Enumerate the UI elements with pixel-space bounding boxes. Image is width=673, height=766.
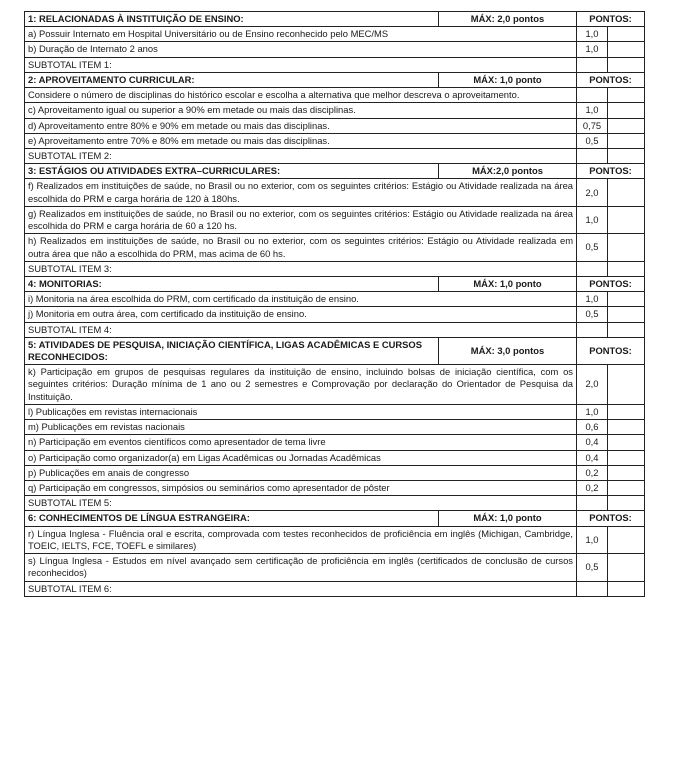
section-intro-row [25, 88, 645, 103]
score-cell [577, 148, 608, 163]
section-title: 3: ESTÁGIOS OU ATIVIDADES EXTRA–CURRICULARES: [25, 164, 439, 179]
criteria-row [25, 42, 645, 57]
section-title: 6: CONHECIMENTOS DE LÍNGUA ESTRANGEIRA: [25, 511, 439, 526]
subtotal-label: SUBTOTAL ITEM 4: [25, 322, 577, 337]
criteria-score: 0,5 [577, 133, 608, 148]
criteria-row [25, 554, 645, 581]
points-header: PONTOS: [577, 72, 645, 87]
points-entry-cell [608, 234, 645, 261]
subtotal-entry-cell [608, 581, 645, 596]
criteria-text: o) Participação como organizador(a) em Ligas Acadêmicas ou Jornadas Acadêmicas [25, 450, 577, 465]
points-entry-cell [608, 42, 645, 57]
criteria-score: 1,0 [577, 292, 608, 307]
points-entry-cell [608, 179, 645, 206]
criteria-score: 0,5 [577, 554, 608, 581]
section-max-points: MÁX: 2,0 pontos [439, 12, 577, 27]
points-header: PONTOS: [577, 511, 645, 526]
subtotal-entry-cell [608, 261, 645, 276]
section-max-points: MÁX: 1,0 ponto [439, 511, 577, 526]
section-header-row [25, 511, 645, 526]
criteria-text: m) Publicações em revistas nacionais [25, 420, 577, 435]
criteria-row [25, 234, 645, 261]
subtotal-entry-cell [608, 148, 645, 163]
points-entry-cell [608, 133, 645, 148]
section-title: 1: RELACIONADAS À INSTITUIÇÃO DE ENSINO: [25, 12, 439, 27]
points-entry-cell [608, 307, 645, 322]
points-header: PONTOS: [577, 337, 645, 364]
criteria-text: j) Monitoria em outra área, com certificado da instituição de ensino. [25, 307, 577, 322]
criteria-row [25, 420, 645, 435]
section-header-row [25, 12, 645, 27]
criteria-score: 0,2 [577, 481, 608, 496]
criteria-row [25, 481, 645, 496]
points-entry-cell [608, 465, 645, 480]
score-cell [577, 581, 608, 596]
section-header-row [25, 72, 645, 87]
criteria-score: 0,5 [577, 307, 608, 322]
criteria-row [25, 404, 645, 419]
criteria-score: 0,4 [577, 435, 608, 450]
points-entry-cell [608, 435, 645, 450]
points-header: PONTOS: [577, 12, 645, 27]
criteria-text: f) Realizados em instituições de saúde, no Brasil ou no exterior, com os seguintes critérios: Estágio ou Atividade realizada na área escolhida do PRM e carga horária de 120 à 180hs. [25, 179, 577, 206]
section-header-row [25, 164, 645, 179]
criteria-text: a) Possuir Internato em Hospital Universitário ou de Ensino reconhecido pelo MEC/MS [25, 27, 577, 42]
points-header: PONTOS: [577, 276, 645, 291]
subtotal-label: SUBTOTAL ITEM 5: [25, 496, 577, 511]
points-entry-cell [608, 420, 645, 435]
criteria-row [25, 133, 645, 148]
criteria-score: 0,75 [577, 118, 608, 133]
points-entry-cell [608, 554, 645, 581]
criteria-score: 1,0 [577, 404, 608, 419]
subtotal-row [25, 148, 645, 163]
criteria-row [25, 526, 645, 553]
points-entry-cell [608, 292, 645, 307]
section-title: 4: MONITORIAS: [25, 276, 439, 291]
points-entry-cell [608, 88, 645, 103]
points-header: PONTOS: [577, 164, 645, 179]
section-max-points: MÁX: 1,0 ponto [439, 72, 577, 87]
criteria-row [25, 103, 645, 118]
subtotal-entry-cell [608, 496, 645, 511]
criteria-text: r) Língua Inglesa - Fluência oral e escrita, comprovada com testes reconhecidos de proficiência em inglês (Michigan, Cambridge, TOEIC, IELTS, FCE, TOEFL e similares) [25, 526, 577, 553]
criteria-text: i) Monitoria na área escolhida do PRM, com certificado da instituição de ensino. [25, 292, 577, 307]
criteria-score: 0,4 [577, 450, 608, 465]
subtotal-label: SUBTOTAL ITEM 6: [25, 581, 577, 596]
subtotal-label: SUBTOTAL ITEM 3: [25, 261, 577, 276]
criteria-score: 0,6 [577, 420, 608, 435]
score-cell [577, 322, 608, 337]
score-table [24, 11, 645, 597]
criteria-text: p) Publicações em anais de congresso [25, 465, 577, 480]
score-cell [577, 57, 608, 72]
criteria-row [25, 292, 645, 307]
section-max-points: MÁX: 3,0 pontos [439, 337, 577, 364]
criteria-text: l) Publicações em revistas internacionais [25, 404, 577, 419]
criteria-score: 1,0 [577, 206, 608, 233]
points-entry-cell [608, 103, 645, 118]
criteria-row [25, 307, 645, 322]
criteria-text: h) Realizados em instituições de saúde, no Brasil ou no exterior, com os seguintes critérios: Estágio ou Atividade realizada em outra área que não a escolhida do PRM, mas acima de 60 hs. [25, 234, 577, 261]
points-entry-cell [608, 206, 645, 233]
score-table-body [25, 12, 645, 597]
criteria-row [25, 206, 645, 233]
points-entry-cell [608, 365, 645, 405]
criteria-score: 2,0 [577, 179, 608, 206]
subtotal-label: SUBTOTAL ITEM 1: [25, 57, 577, 72]
criteria-row [25, 118, 645, 133]
points-entry-cell [608, 526, 645, 553]
criteria-score: 0,5 [577, 234, 608, 261]
section-title: 5: ATIVIDADES DE PESQUISA, INICIAÇÃO CIENTÍFICA, LIGAS ACADÊMICAS E CURSOS RECONHECIDOS: [25, 337, 439, 364]
points-entry-cell [608, 27, 645, 42]
criteria-score: 2,0 [577, 365, 608, 405]
section-intro: Considere o número de disciplinas do histórico escolar e escolha a alternativa que melhor descreva o aproveitamento. [25, 88, 577, 103]
subtotal-row [25, 322, 645, 337]
criteria-text: d) Aproveitamento entre 80% e 90% em metade ou mais das disciplinas. [25, 118, 577, 133]
criteria-row [25, 365, 645, 405]
criteria-score: 1,0 [577, 42, 608, 57]
subtotal-entry-cell [608, 322, 645, 337]
points-entry-cell [608, 404, 645, 419]
points-entry-cell [608, 481, 645, 496]
section-header-row [25, 276, 645, 291]
criteria-score: 1,0 [577, 27, 608, 42]
criteria-score: 1,0 [577, 103, 608, 118]
subtotal-row [25, 57, 645, 72]
section-title: 2: APROVEITAMENTO CURRICULAR: [25, 72, 439, 87]
criteria-text: s) Língua Inglesa - Estudos em nível avançado sem certificação de proficiência em inglês (certificados de conclusão de cursos reconhecidos) [25, 554, 577, 581]
criteria-row [25, 179, 645, 206]
score-cell [577, 261, 608, 276]
subtotal-label: SUBTOTAL ITEM 2: [25, 148, 577, 163]
criteria-text: g) Realizados em instituições de saúde, no Brasil ou no exterior, com os seguintes critérios: Estágio ou Atividade realizada na área escolhida do PRM e carga horária de 60 a 120 hs. [25, 206, 577, 233]
criteria-text: q) Participação em congressos, simpósios ou seminários como apresentador de pôster [25, 481, 577, 496]
section-header-row [25, 337, 645, 364]
subtotal-row [25, 261, 645, 276]
subtotal-row [25, 496, 645, 511]
score-cell [577, 496, 608, 511]
criteria-score: 1,0 [577, 526, 608, 553]
subtotal-entry-cell [608, 57, 645, 72]
points-entry-cell [608, 118, 645, 133]
criteria-row [25, 27, 645, 42]
criteria-text: b) Duração de Internato 2 anos [25, 42, 577, 57]
criteria-row [25, 435, 645, 450]
subtotal-row [25, 581, 645, 596]
score-cell [577, 88, 608, 103]
criteria-text: k) Participação em grupos de pesquisas regulares da instituição de ensino, incluindo bolsas de iniciação científica, com os seguintes critérios: Duração mínima de 1 ano ou 2 semestres e Comprovação por declaração do Orientador de Pesquisa da Instituição. [25, 365, 577, 405]
criteria-text: c) Aproveitamento igual ou superior a 90% em metade ou mais das disciplinas. [25, 103, 577, 118]
points-entry-cell [608, 450, 645, 465]
criteria-row [25, 450, 645, 465]
section-max-points: MÁX:2,0 pontos [439, 164, 577, 179]
criteria-text: e) Aproveitamento entre 70% e 80% em metade ou mais das disciplinas. [25, 133, 577, 148]
criteria-row [25, 465, 645, 480]
section-max-points: MÁX: 1,0 ponto [439, 276, 577, 291]
criteria-text: n) Participação em eventos científicos como apresentador de tema livre [25, 435, 577, 450]
criteria-score: 0,2 [577, 465, 608, 480]
